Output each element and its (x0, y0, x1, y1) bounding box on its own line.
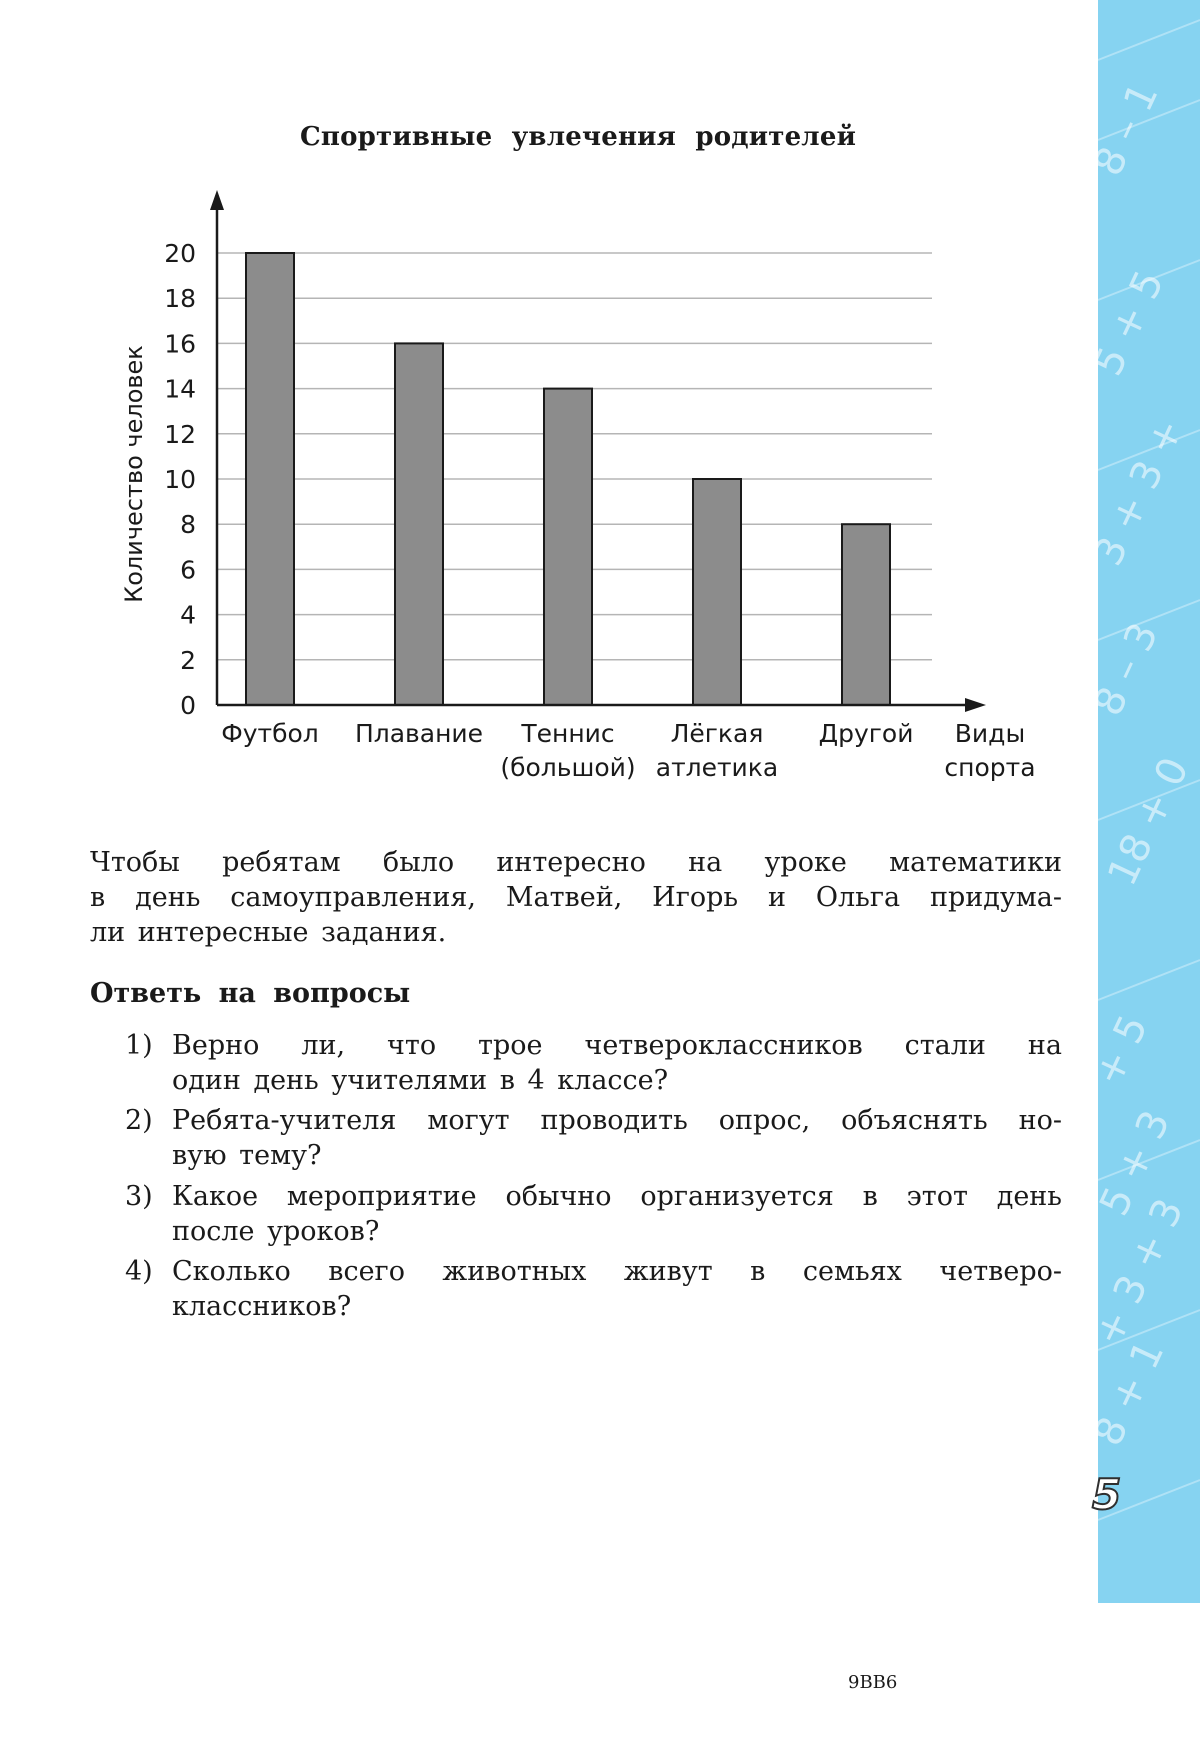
footer-code: 9BB6 (848, 1672, 898, 1693)
side-expr-7: 5 + 3 (1091, 1103, 1180, 1223)
question-3 (125, 1179, 1062, 1249)
x-axis-label-line-1: Виды (954, 719, 1026, 748)
intro-line-1: Чтобы ребятам было интересно на уроке математики (90, 847, 1062, 878)
side-expr-6: + 5 (1085, 1008, 1158, 1093)
x-axis-arrow (965, 698, 986, 712)
x-category-label: атлетика (655, 753, 779, 782)
question-line: Верно ли, что трое четвероклассников стали на (172, 1030, 1062, 1061)
bar-2 (395, 343, 443, 705)
question-number: 1) (125, 1030, 153, 1061)
x-category-label: (большой) (500, 753, 636, 782)
tasks-heading: Ответь на вопросы (90, 978, 411, 1009)
side-expr-1: 8 – 1 (1085, 75, 1168, 183)
y-tick-label: 2 (180, 645, 196, 675)
y-tick-label: 4 (180, 600, 196, 630)
chart-title: Спортивные увлечения родителей (300, 122, 857, 152)
side-expr-5: 18 + 0 (1099, 750, 1199, 893)
question-4 (125, 1254, 1062, 1324)
y-tick-label: 8 (180, 510, 196, 540)
question-1 (125, 1028, 1062, 1098)
y-tick-label: 12 (164, 419, 196, 449)
question-number: 3) (125, 1181, 153, 1212)
question-line: Сколько всего животных живут в семьях четверо- (172, 1256, 1062, 1287)
question-line: Какое мероприятие обычно организуется в этот день (172, 1181, 1062, 1212)
y-tick-label: 18 (164, 284, 196, 314)
question-number: 2) (125, 1105, 153, 1136)
intro-line-3: ли интересные задания. (90, 917, 447, 948)
x-axis-label-line-2: спорта (944, 753, 1036, 782)
side-expr-9: 8 + 1 (1085, 1333, 1174, 1453)
y-axis-arrow (210, 190, 224, 210)
question-line: вую тему? (172, 1140, 322, 1171)
question-2 (125, 1103, 1062, 1173)
page-number: 5 (1092, 1470, 1122, 1519)
side-expr-4: 8 – 3 (1085, 615, 1168, 723)
bar-5 (842, 524, 890, 705)
question-line: классников? (172, 1291, 352, 1322)
question-number: 4) (125, 1256, 153, 1287)
question-line: один день учителями в 4 классе? (172, 1065, 669, 1096)
y-tick-label: 16 (164, 329, 196, 359)
x-category-label: Другой (818, 719, 914, 748)
y-tick-label: 10 (164, 465, 196, 494)
question-line: Ребята-учителя могут проводить опрос, объяснять но- (172, 1105, 1062, 1136)
bar-4 (693, 479, 741, 705)
x-category-label: Плавание (354, 719, 484, 748)
chart-x-labels (221, 719, 913, 782)
y-tick-label: 0 (180, 691, 196, 720)
y-tick-label: 14 (164, 374, 196, 404)
bar-3 (544, 389, 592, 705)
bar-chart (0, 0, 1090, 800)
x-category-label: Футбол (221, 719, 319, 748)
x-category-label: Теннис (521, 719, 615, 748)
intro-line-2: в день самоуправления, Матвей, Игорь и Ольга придума- (90, 882, 1062, 913)
side-expr-8: + 3 + 3 (1085, 1191, 1193, 1353)
y-axis-label: Количество человек (120, 345, 148, 603)
question-line: после уроков? (172, 1216, 380, 1247)
y-tick-label: 20 (164, 239, 196, 268)
x-category-label: Лёгкая (670, 719, 764, 748)
side-decor-strip (1085, 0, 1200, 1603)
side-expr-2: 5 + 5 (1085, 263, 1174, 383)
side-expr-3: 3 + 3 + (1085, 411, 1193, 573)
y-tick-label: 6 (180, 555, 196, 585)
bar-1 (246, 253, 294, 705)
chart-y-ticks (164, 239, 196, 720)
